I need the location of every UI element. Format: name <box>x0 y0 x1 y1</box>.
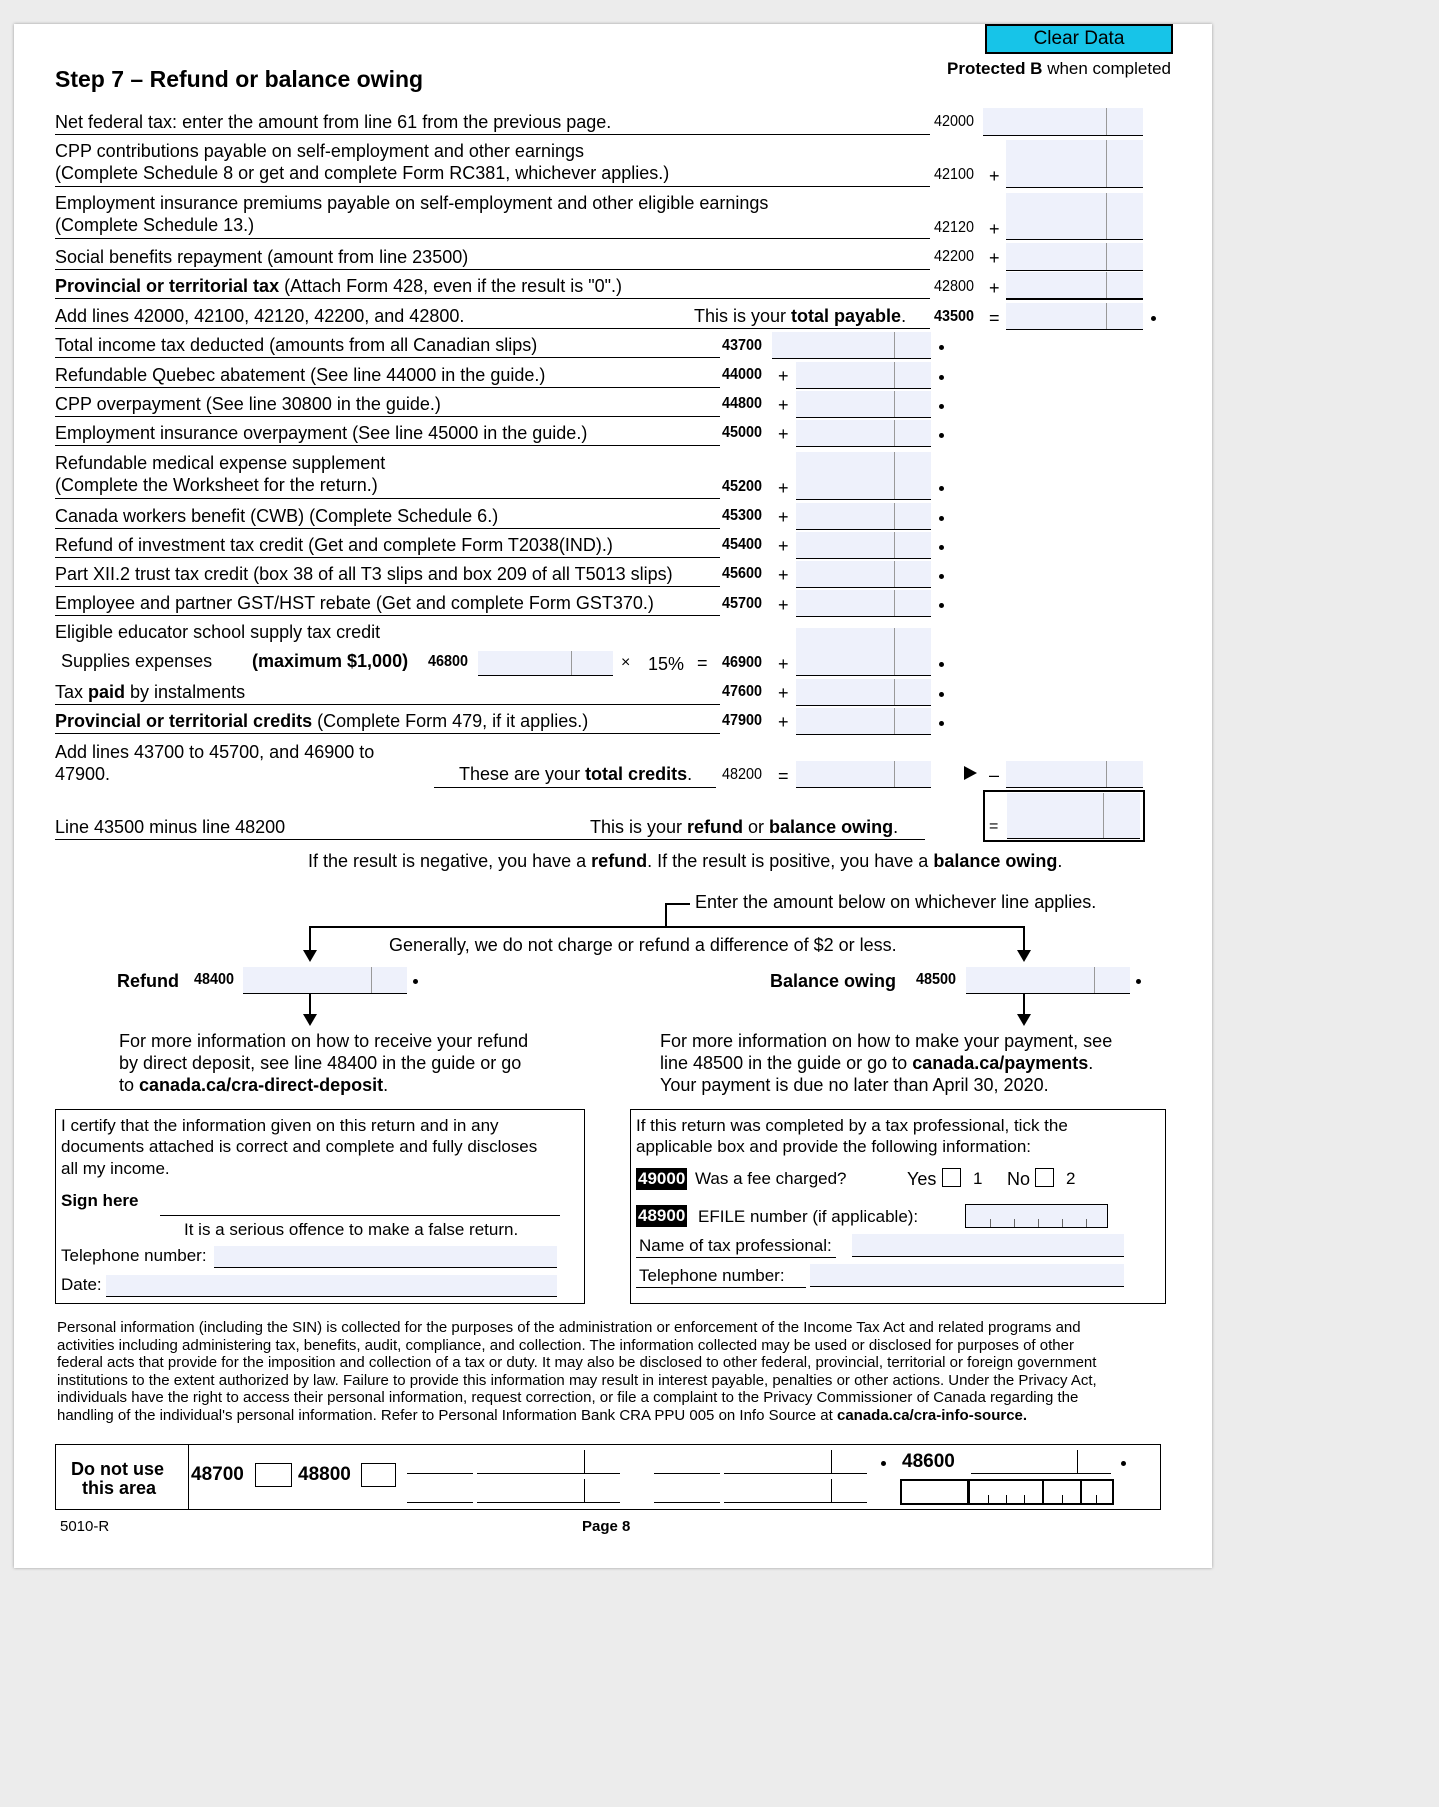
line-42200-operator: + <box>989 248 1000 268</box>
line-45000-field[interactable] <box>796 420 931 447</box>
result-explanation: If the result is negative, you have a refund. If the result is positive, you have a balance owing. <box>308 851 1063 871</box>
balance-operator: = <box>989 818 999 835</box>
line-45600-field[interactable] <box>796 561 931 588</box>
line-45000-label: Employment insurance overpayment (See line 45000 in the guide.) <box>55 423 588 443</box>
line-42120-label-2: (Complete Schedule 13.) <box>55 215 255 235</box>
pro-text-1: If this return was completed by a tax professional, tick the <box>636 1116 1068 1135</box>
total-credits-label: These are your total credits. <box>459 764 693 784</box>
line-45600-code: 45600 <box>722 565 763 582</box>
pro-phone-field[interactable] <box>810 1264 1124 1287</box>
certify-phone-label: Telephone number: <box>61 1246 207 1265</box>
line-47900-operator: + <box>778 712 789 732</box>
certify-date-label: Date: <box>61 1275 102 1294</box>
line-45400-field[interactable] <box>796 532 931 559</box>
line-47600-code: 47600 <box>722 683 763 700</box>
no-label: No <box>1007 1169 1031 1189</box>
office-box-48700 <box>255 1463 292 1487</box>
arrow-down-icon <box>1017 950 1031 962</box>
form-number: 5010-R <box>60 1518 110 1535</box>
certify-text-3: all my income. <box>61 1159 170 1178</box>
line-45300-label: Canada workers benefit (CWB) (Complete Schedule 6.) <box>55 506 499 526</box>
owing-info-2: line 48500 in the guide or go to canada.ca/payments. <box>660 1053 1094 1073</box>
line-47600-operator: + <box>778 683 789 703</box>
line-45200-field[interactable] <box>796 452 931 500</box>
line-42000-code: 42000 <box>934 113 975 130</box>
difference-note: Generally, we do not charge or refund a difference of $2 or less. <box>389 935 897 955</box>
office-code-48700: 48700 <box>191 1464 244 1485</box>
line-42200-label: Social benefits repayment (amount from line 23500) <box>55 247 469 267</box>
line-42000-label: Net federal tax: enter the amount from line 61 from the previous page. <box>55 112 612 132</box>
line-44800-label: CPP overpayment (See line 30800 in the guide.) <box>55 394 441 414</box>
multiply-sign: × <box>621 654 631 671</box>
office-use-label-1: Do not use <box>71 1459 164 1479</box>
line-48200-code: 48200 <box>722 766 763 783</box>
yes-number: 1 <box>973 1169 983 1188</box>
line-47900-label: Provincial or territorial credits (Complete Form 479, if it applies.) <box>55 711 589 731</box>
line-42800-code: 42800 <box>934 278 975 295</box>
line-45200-label-2: (Complete the Worksheet for the return.) <box>55 475 378 495</box>
supplies-maximum-label: (maximum $1,000) <box>252 651 409 671</box>
line-48200-label-2: 47900. <box>55 764 111 784</box>
line-44800-code: 44800 <box>722 395 763 412</box>
line-42120-field[interactable] <box>1006 193 1143 240</box>
efile-number-field[interactable] <box>965 1204 1108 1228</box>
step-title: Step 7 – Refund or balance owing <box>55 66 424 92</box>
office-code-48800: 48800 <box>298 1464 351 1485</box>
yes-label: Yes <box>907 1169 937 1189</box>
line-45700-code: 45700 <box>722 595 763 612</box>
fee-no-checkbox[interactable] <box>1035 1168 1054 1187</box>
refund-info-3: to canada.ca/cra-direct-deposit. <box>119 1075 389 1095</box>
clear-data-button[interactable]: Clear Data <box>985 24 1173 54</box>
sign-here-label: Sign here <box>61 1191 139 1210</box>
line-44000-label: Refundable Quebec abatement (See line 44000 in the guide.) <box>55 365 546 385</box>
line-42000-field[interactable] <box>983 108 1143 136</box>
certify-date-field[interactable] <box>106 1275 557 1297</box>
false-return-warning: It is a serious offence to make a false return. <box>184 1220 519 1239</box>
pro-name-field[interactable] <box>852 1234 1124 1257</box>
fee-charged-question: Was a fee charged? <box>695 1169 847 1188</box>
line-44800-field[interactable] <box>796 391 931 418</box>
form-page: Clear Data Protected B when completed Step 7 – Refund or balance owing Net federal tax: enter the amount from line 61 from the previous page. 42000 CPP contributions payable on self-employment and other earnings (Complete Schedule 8 or get and complete Form RC381, whichever applies.) 42100 + Employment insurance premiums payable on self-employment and other eligible earnings (Complete Schedule 13.) 42120 + Social benefits repayment (amount from line 23500) 42200 + Provincial or territorial tax (Attach Form 428, even if the result is "0".) 42800 + Add lines 42000, 42100, 42120, 42200, and 42800. This is your total payable. 43500 = Total income tax deducted (amounts from all Canadian slips) 43700 Refundable Quebec abatement (See line 44000 in the guide.) 44000 + CPP overpayment (See line 30800 in the guide.) 44800 + Employment insurance overpayment (See line 45000 in the guide.) 45000 + Refundable medical expense supplement (Complete the Worksheet for the return.) 45200 + Canada workers benefit (CWB) (Complete Schedule 6.) 45300 + Refund of investment tax credit (Get and complete Form T2038(IND).) 45400 + Part XII.2 trust tax credit (box 38 of all T3 slips and box 209 of all T5013 slips) 45600 + Employee and partner GST/HST rebate (Get and complete Form GST370.) 45700 + Eligible educator school supply tax credit Supplies expenses (maximum $1,000) 46800 × 15% = 46900 + Tax paid by instalments 47600 + Provincial or territorial credits (Complete Form 479, if it applies.) 47900 + Add lines 43700 to 45700, and 46900 to 47900. These are your total credits. 48200 = – = Line 43500 minus line 48200 This is your refund or balance owing. If the result is negative, you have a refund. If the result is positive, you have a balance owing. Enter the amount below on whichever line applies. Generally, we do not charge or refund a difference of $2 or less. Refund 48400 For more information on how to receive your refund by direct deposit, see line 48400 in the guide or go to canada.ca/cra-direct-deposit. Balance owing 48500 For more information on how to make your payment, see line 48500 in the guide or go to canada.ca/payments. Your payment is due no later than April 30, 2020. I certify that the information given on this return and in any documents attached is correct and complete and fully discloses all my income. Sign here It is a serious offence to make a false return. Telephone number: Date: If this return was completed by a tax professional, tick the applicable box and provide the following information: 49000 Was a fee charged? Yes 1 No 2 48900 EFILE number (if applicable): Name of tax professional: Telephone number: Personal information (including the SIN) is collected for the purposes of the administration or enforcement of the Income Tax Act and related programs and activities including administering tax, benefits, audit, compliance, and collection. The information collected may be used or disclosed for purposes of other federal acts that provide for the imposition and collection of a tax or duty. It may also be disclosed to other federal, provincial, territorial or foreign government institutions to the extent authorized by law. Failure to provide this information may result in interest payable, penalties or other actions. Under the Privacy Act, individuals have the right to access their personal information, request correction, or file a complaint to the Privacy Commissioner of Canada regarding the handling of the individual's personal information. Refer to Personal Information Bank CRA PPU 005 on Info Source at canada.ca/cra-info-source. Do not use this area 48700 48800 48600 5010-R Page 8 <box>14 24 1212 1568</box>
line-45700-label: Employee and partner GST/HST rebate (Get and complete Form GST370.) <box>55 593 654 613</box>
line-45300-field[interactable] <box>796 503 931 530</box>
line-47900-code: 47900 <box>722 712 763 729</box>
line-48500-code: 48500 <box>916 971 957 988</box>
flow-line-top <box>665 903 690 905</box>
certify-text-1: I certify that the information given on this return and in any <box>61 1116 499 1135</box>
flow-line-stem <box>665 903 667 927</box>
fee-yes-checkbox[interactable] <box>942 1168 961 1187</box>
line-45700-field[interactable] <box>796 590 931 617</box>
refund-label: Refund <box>117 971 179 991</box>
line-43700-label: Total income tax deducted (amounts from all Canadian slips) <box>55 335 538 355</box>
office-box-48600-a <box>900 1479 969 1505</box>
no-number: 2 <box>1066 1169 1076 1188</box>
pro-text-2: applicable box and provide the following information: <box>636 1137 1032 1156</box>
office-code-48600: 48600 <box>902 1451 955 1472</box>
line-44800-operator: + <box>778 395 789 415</box>
line-42100-field[interactable] <box>1006 140 1143 188</box>
line-43500-field[interactable] <box>1006 303 1143 330</box>
line-45200-code: 45200 <box>722 478 763 495</box>
certify-phone-field[interactable] <box>214 1246 557 1268</box>
line-48200-minus: – <box>989 765 1000 785</box>
line-42200-field[interactable] <box>1006 243 1143 271</box>
line-42800-field[interactable] <box>1006 272 1143 300</box>
line-46900-code: 46900 <box>722 654 763 671</box>
line-46800-field[interactable] <box>478 651 613 676</box>
line-42120-operator: + <box>989 219 1000 239</box>
line-43700-field[interactable] <box>772 332 931 359</box>
line-43500-operator: = <box>989 308 1000 328</box>
line-46800-code: 46800 <box>428 653 469 670</box>
line-48200-field[interactable] <box>796 761 931 788</box>
line-44000-code: 44000 <box>722 366 763 383</box>
line-45400-label: Refund of investment tax credit (Get and complete Form T2038(IND).) <box>55 535 613 555</box>
line-43700-code: 43700 <box>722 337 763 354</box>
office-box-48600-b <box>968 1479 1114 1505</box>
line-45200-operator: + <box>778 478 789 498</box>
owing-info-1: For more information on how to make your payment, see <box>660 1031 1113 1051</box>
rate-equals: = <box>697 653 708 673</box>
line-42100-code: 42100 <box>934 166 975 183</box>
line-42120-label-1: Employment insurance premiums payable on self-employment and other eligible earnings <box>55 193 769 213</box>
line-42200-code: 42200 <box>934 248 975 265</box>
flow-line-horizontal <box>309 926 1025 928</box>
page-number: Page 8 <box>582 1518 631 1535</box>
line-45400-code: 45400 <box>722 536 763 553</box>
line-45700-operator: + <box>778 595 789 615</box>
line-48200-label-1: Add lines 43700 to 45700, and 46900 to <box>55 742 375 762</box>
line-45400-operator: + <box>778 536 789 556</box>
line-46900-operator: + <box>778 654 789 674</box>
line-49000-code: 49000 <box>638 1169 686 1188</box>
total-payable-label: This is your total payable. <box>694 306 907 326</box>
line-44000-field[interactable] <box>796 362 931 389</box>
pro-name-label: Name of tax professional: <box>639 1236 832 1255</box>
office-box-48800 <box>361 1463 396 1487</box>
balance-field[interactable] <box>1007 793 1140 839</box>
line-47600-field[interactable] <box>796 679 931 706</box>
owing-info-3: Your payment is due no later than April 30, 2020. <box>660 1075 1049 1095</box>
line-47600-label: Tax paid by instalments <box>55 682 246 702</box>
line-45200-label-1: Refundable medical expense supplement <box>55 453 386 473</box>
balance-line-label: Line 43500 minus line 48200 <box>55 817 286 837</box>
line-42100-label-2: (Complete Schedule 8 or get and complete Form RC381, whichever applies.) <box>55 163 670 183</box>
enter-amount-note: Enter the amount below on whichever line applies. <box>695 892 1097 912</box>
efile-label: EFILE number (if applicable): <box>698 1207 919 1226</box>
line-48400-code: 48400 <box>194 971 235 988</box>
line-43500-label: Add lines 42000, 42100, 42120, 42200, and 42800. <box>55 306 465 326</box>
line-42100-operator: + <box>989 166 1000 186</box>
balance-owing-label: Balance owing <box>770 971 897 991</box>
refund-or-balance-label: This is your refund or balance owing. <box>590 817 899 837</box>
arrow-down-icon <box>303 950 317 962</box>
line-43500-code: 43500 <box>934 308 975 325</box>
line-45000-operator: + <box>778 424 789 444</box>
line-42100-label-1: CPP contributions payable on self-employment and other earnings <box>55 141 584 161</box>
refund-info-2: by direct deposit, see line 48400 in the guide or go <box>119 1053 522 1073</box>
line-42120-code: 42120 <box>934 219 975 236</box>
line-42800-label: Provincial or territorial tax (Attach Form 428, even if the result is "0".) <box>55 276 622 296</box>
line-42800-operator: + <box>989 278 1000 298</box>
line-45600-label: Part XII.2 trust tax credit (box 38 of all T3 slips and box 209 of all T5013 slips) <box>55 564 673 584</box>
arrow-down-icon <box>1017 1014 1031 1026</box>
line-47900-field[interactable] <box>796 708 931 735</box>
line-48500-field[interactable] <box>966 967 1130 994</box>
line-45000-code: 45000 <box>722 424 763 441</box>
line-48200-carry-field[interactable] <box>1006 761 1143 788</box>
signature-line[interactable] <box>160 1215 560 1216</box>
line-46900-label-1: Eligible educator school supply tax credit <box>55 622 381 642</box>
line-48200-operator: = <box>778 766 789 786</box>
line-46900-field[interactable] <box>796 628 931 676</box>
arrow-right-icon <box>964 766 977 780</box>
line-48900-code: 48900 <box>638 1206 686 1225</box>
line-44000-operator: + <box>778 366 789 386</box>
line-45300-code: 45300 <box>722 507 763 524</box>
line-45300-operator: + <box>778 507 789 527</box>
pro-phone-label: Telephone number: <box>639 1266 785 1285</box>
office-use-label-2: this area <box>82 1478 157 1498</box>
line-48400-field[interactable] <box>243 967 407 994</box>
refund-info-1: For more information on how to receive your refund <box>119 1031 529 1051</box>
line-45600-operator: + <box>778 565 789 585</box>
arrow-down-icon <box>303 1014 317 1026</box>
protected-b-notice: Protected B when completed <box>947 59 1171 78</box>
certify-text-2: documents attached is correct and complete and fully discloses <box>61 1137 538 1156</box>
rate-percent: 15% <box>648 654 685 674</box>
supplies-expenses-label: Supplies expenses <box>61 651 213 671</box>
